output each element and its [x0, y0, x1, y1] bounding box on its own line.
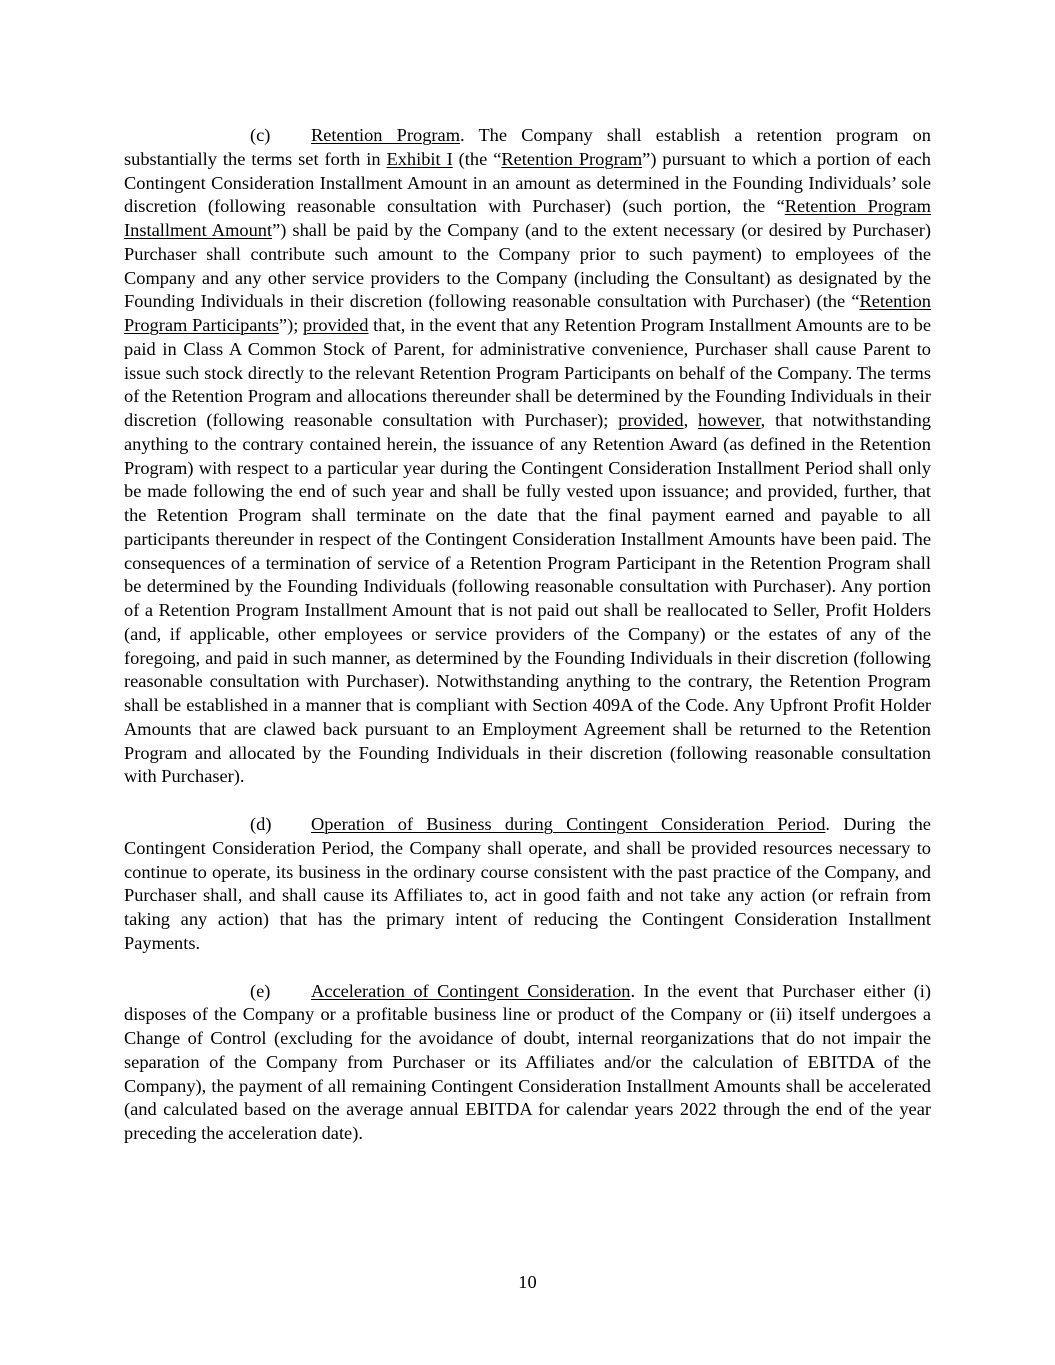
defined-term-retention-program: Retention Program: [501, 148, 643, 169]
section-c-text-1: . The Company shall establish a retention program on substantially the terms set forth in: [124, 125, 931, 169]
section-c-text-6: that, in the event that any Retention Program Installment Amounts are to be paid in Class A Common Stock of Parent, for administrative convenience, Purchaser shall cause Parent to issue such stock directly to the relevant Retention Program Participants on behalf of the Company. The terms of the Retention Program and allocations thereunder shall be determined by the Founding Individuals in their discretion (following reasonable consultation with Purchaser);: [124, 315, 931, 430]
document-body: [124, 124, 931, 1170]
section-c-text-8: , that notwithstanding anything to the contrary contained herein, the issuance of any Retention Award (as defined in the Retention Program) with respect to a particular year during the Contingent Consideration Installment Period shall only be made following the end of such year and shall be fully vested upon issuance; and provided, further, that the Retention Program shall terminate on the date that the final payment earned and payable to all participants thereunder in respect of the Contingent Consideration Installment Amounts have been paid. The consequences of a termination of service of a Retention Program Participant in the Retention Program shall be determined by the Founding Individuals (following reasonable consultation with Purchaser). Any portion of a Retention Program Installment Amount that is not paid out shall be reallocated to Seller, Profit Holders (and, if applicable, other employees or service providers of the Company) or the estates of any of the foregoing, and paid in such manner, as determined by the Founding Individuals in their discretion (following reasonable consultation with Purchaser). Notwithstanding anything to the contrary, the Retention Program shall be established in a manner that is compliant with Section 409A of the Code. Any Upfront Profit Holder Amounts that are clawed back pursuant to an Employment Agreement shall be returned to the Retention Program and allocated by the Founding Individuals in their discretion (following reasonable consultation with Purchaser).: [124, 410, 932, 787]
section-c-text-3: ”) pursuant to which a portion of each Contingent Consideration Installment Amount in an amount as determined in the Founding Individuals’ sole discretion (following reasonable consultation with Purchaser) (such portion, the “: [124, 148, 931, 217]
section-e-heading: Acceleration of Contingent Consideration: [311, 980, 631, 1001]
section-d-heading: Operation of Business during Contingent Consideration Period: [311, 814, 826, 834]
section-e-paragraph: [124, 980, 931, 1146]
provided-term-2: provided: [618, 410, 684, 430]
section-c-label: (c): [250, 125, 271, 145]
defined-term-installment-amount: Retention Program Installment Amount: [124, 196, 931, 240]
section-d-label: (d): [250, 814, 272, 834]
section-c-text-7: ,: [683, 410, 699, 430]
section-d-text: . During the Contingent Consideration Period, the Company shall operate, and shall be provided resources necessary to continue to operate, its business in the ordinary course consistent with the past practice of the Company, and Purchaser shall, and shall cause its Affiliates to, act in good faith and not take any action (or refrain from taking any action) that has the primary intent of reducing the Contingent Consideration Installment Payments.: [124, 814, 931, 953]
section-c-heading: Retention Program: [311, 125, 461, 145]
section-c-text-5: ”);: [278, 315, 304, 335]
section-c-text-2: (the “: [452, 148, 502, 169]
section-c-paragraph: [124, 124, 931, 789]
section-c-text-4: ”) shall be paid by the Company (and to the extent necessary (or desired by Purchaser) Purchaser shall contribute such amount to the Company prior to such payment) to employees of the Company and any other service providers to the Company (including the Consultant) as designated by the Founding Individuals in their discretion (following reasonable consultation with Purchaser) (the “: [124, 220, 931, 312]
section-e-label: (e): [250, 980, 271, 1001]
exhibit-reference: Exhibit I: [386, 148, 453, 169]
page-number: 10: [518, 1272, 537, 1292]
section-e-text: . In the event that Purchaser either (i) disposes of the Company or a profitable business line or product of the Company or (ii) itself undergoes a Change of Control (excluding for the avoidance of doubt, internal reorganizations that do not impair the separation of the Company from Purchaser or its Affiliates and/or the calculation of EBITDA of the Company), the payment of all remaining Contingent Consideration Installment Amounts shall be accelerated (and calculated based on the average annual EBITDA for calendar years 2022 through the end of the year preceding the acceleration date).: [124, 980, 931, 1143]
provided-term-1: provided: [303, 315, 369, 335]
section-d-paragraph: [124, 813, 931, 956]
defined-term-participants: Retention Program Participants: [124, 291, 931, 335]
however-term: however: [698, 410, 761, 430]
